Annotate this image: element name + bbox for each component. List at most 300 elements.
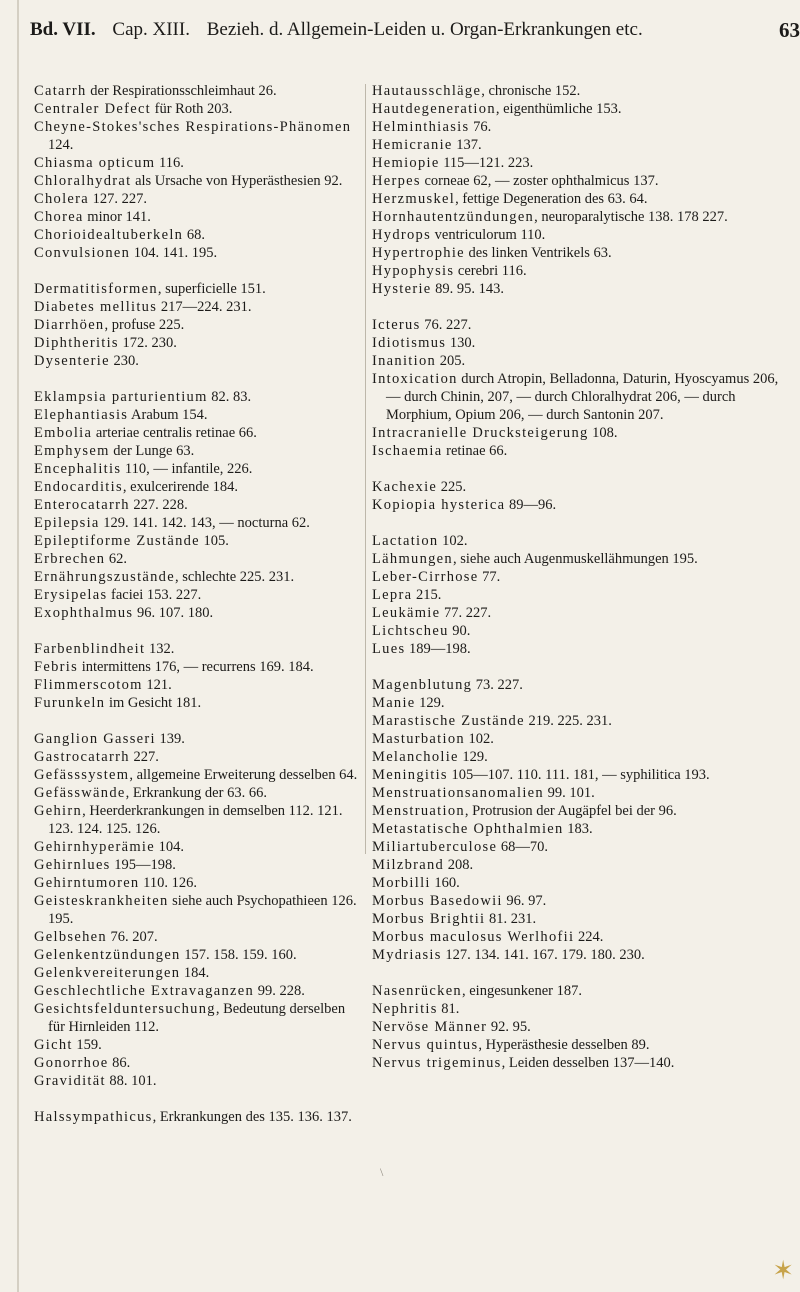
index-keyword: Hysterie [372, 281, 432, 297]
index-references: 137. [452, 137, 482, 153]
index-keyword: Kopiopia hysterica [372, 497, 506, 513]
index-keyword: Flimmerscotom [34, 677, 143, 693]
index-references: 129. 141. 142. 143, — nocturna 62. [99, 515, 310, 531]
index-entry [372, 478, 790, 496]
index-references: 183. [563, 821, 593, 837]
index-references: retinae 66. [442, 443, 508, 459]
index-references: 76. 227. [420, 317, 472, 333]
index-keyword: Gesichtsfelduntersuchung [34, 1001, 216, 1017]
index-keyword: Farbenblindheit [34, 641, 146, 657]
letter-group-gap [34, 262, 364, 280]
index-entry [372, 118, 790, 136]
index-entry [372, 190, 790, 208]
index-entry [34, 784, 364, 802]
index-references: 88. 101. [105, 1073, 157, 1089]
letter-group-gap [34, 370, 364, 388]
index-references: 104. 141. 195. [130, 245, 218, 261]
index-references: minor 141. [83, 209, 151, 225]
index-entry [372, 784, 790, 802]
index-references: , Erkrankungen des 135. 136. 137. [152, 1109, 352, 1125]
index-references: 81. [437, 1001, 460, 1017]
index-entry [372, 622, 790, 640]
index-keyword: Gelbsehen [34, 929, 107, 945]
index-entry [34, 640, 364, 658]
index-entry [34, 550, 364, 568]
index-keyword: Gehirnlues [34, 857, 111, 873]
index-references: 124. [48, 137, 74, 153]
index-keyword: Gravidität [34, 1073, 106, 1089]
index-references: , Leiden desselben 137—140. [501, 1055, 675, 1071]
index-entry [372, 550, 790, 568]
index-keyword: Gehirn [34, 803, 83, 819]
index-keyword: Hypophysis [372, 263, 455, 279]
index-entry [34, 208, 364, 226]
index-keyword: Hypertrophie [372, 245, 465, 261]
index-entry [372, 532, 790, 550]
index-entry [34, 928, 364, 946]
index-entry [372, 1018, 790, 1036]
index-references: für Roth 203. [151, 101, 233, 117]
index-keyword: Chorea [34, 209, 84, 225]
index-references: 157. 158. 159. 160. [180, 947, 297, 963]
index-references: 121. [142, 677, 172, 693]
index-keyword: Lepra [372, 587, 413, 603]
index-references: 224. [574, 929, 604, 945]
column-divider [365, 84, 366, 854]
index-keyword: Nervus quintus [372, 1037, 479, 1053]
index-keyword: Herpes [372, 173, 421, 189]
index-keyword: Intracranielle Drucksteigerung [372, 425, 589, 441]
index-keyword: Lactation [372, 533, 439, 549]
index-entry [372, 946, 790, 964]
index-entry [372, 226, 790, 244]
index-entry [372, 1054, 790, 1072]
index-entry [372, 154, 790, 172]
index-references: siehe auch Psychopathieen 126. 195. [48, 893, 357, 927]
index-references: ventriculorum 110. [431, 227, 546, 243]
index-references: 160. [430, 875, 460, 891]
index-entry [34, 802, 364, 838]
index-references: 104. [154, 839, 184, 855]
index-entry [34, 514, 364, 532]
index-keyword: Cheyne-Stokes'sches Respirations-Phänomen [34, 119, 352, 135]
index-entry [34, 424, 364, 442]
index-entry [34, 334, 364, 352]
index-entry [34, 874, 364, 892]
index-references: 102. [438, 533, 468, 549]
index-references: 82. 83. [207, 389, 252, 405]
index-entry [372, 370, 790, 424]
index-keyword: Diphtheritis [34, 335, 119, 351]
index-entry [34, 964, 364, 982]
index-entry [372, 910, 790, 928]
index-entry [34, 352, 364, 370]
index-entry [34, 190, 364, 208]
index-entry [372, 208, 790, 226]
index-references: 129. [415, 695, 445, 711]
index-references: 96. 97. [502, 893, 547, 909]
index-references: , Protrusion der Augäpfel bei der 96. [464, 803, 677, 819]
index-entry [34, 568, 364, 586]
index-references: der Lunge 63. [109, 443, 195, 459]
index-keyword: Dysenterie [34, 353, 110, 369]
index-keyword: Febris [34, 659, 79, 675]
index-entry [372, 424, 790, 442]
index-references: 81. 231. [485, 911, 537, 927]
index-keyword: Ischaemia [372, 443, 443, 459]
index-keyword: Emphysem [34, 443, 110, 459]
index-references: 115—121. 223. [439, 155, 534, 171]
index-keyword: Metastatische Ophthalmien [372, 821, 564, 837]
index-entry [372, 1000, 790, 1018]
index-references: 127. 227. [89, 191, 148, 207]
index-entry [372, 334, 790, 352]
index-entry [34, 100, 364, 118]
index-keyword: Mydriasis [372, 947, 442, 963]
letter-group-gap [372, 460, 790, 478]
index-keyword: Morbus Brightii [372, 911, 486, 927]
index-references: 116. [155, 155, 184, 171]
index-keyword: Melancholie [372, 749, 459, 765]
index-entry [34, 946, 364, 964]
running-header [30, 12, 800, 48]
index-column-right [372, 82, 790, 1072]
index-entry [34, 604, 364, 622]
index-references: , schlechte 225. 231. [174, 569, 295, 585]
page-number: 63 [779, 18, 800, 42]
index-keyword: Morbus Basedowii [372, 893, 503, 909]
index-references: , eigenthümliche 153. [495, 101, 622, 117]
index-keyword: Eklampsia parturientium [34, 389, 208, 405]
index-references: 110, — infantile, 226. [121, 461, 253, 477]
index-references: 77. 227. [440, 605, 492, 621]
index-keyword: Kachexie [372, 479, 438, 495]
index-entry [34, 856, 364, 874]
index-entry [372, 856, 790, 874]
index-keyword: Exophthalmus [34, 605, 134, 621]
index-keyword: Milzbrand [372, 857, 445, 873]
index-entry [34, 766, 364, 784]
index-references: 127. 134. 141. 167. 179. 180. 230. [441, 947, 645, 963]
index-entry [372, 316, 790, 334]
index-references: , Hyperästhesie desselben 89. [478, 1037, 650, 1053]
index-entry [372, 982, 790, 1000]
letter-group-gap [372, 658, 790, 676]
index-references: 92. 95. [487, 1019, 531, 1035]
index-keyword: Nephritis [372, 1001, 438, 1017]
index-references: 73. 227. [472, 677, 523, 693]
index-references: , exulcerirende 184. [122, 479, 239, 495]
index-references: 172. 230. [118, 335, 177, 351]
index-entry [34, 532, 364, 550]
index-entry [34, 586, 364, 604]
index-keyword: Hemiopie [372, 155, 440, 171]
index-references: 225. [437, 479, 467, 495]
index-entry [372, 694, 790, 712]
index-entry [372, 568, 790, 586]
index-keyword: Inanition [372, 353, 437, 369]
index-keyword: Morbilli [372, 875, 431, 891]
index-entry [34, 1072, 364, 1090]
index-column-left [34, 82, 364, 1126]
index-keyword: Embolia [34, 425, 93, 441]
index-entry [372, 100, 790, 118]
index-entry [34, 838, 364, 856]
index-entry [34, 892, 364, 928]
index-entry [372, 262, 790, 280]
page-binding-edge [17, 0, 19, 1292]
index-keyword: Gefässwände [34, 785, 126, 801]
index-references: durch Atropin, Belladonna, Daturin, Hyoscyamus 206, — durch Chinin, 207, — durch Chloralhydrat 206, — durch Morphium, Opium 206, — durch Santonin 207. [386, 371, 779, 423]
index-keyword: Elephantiasis [34, 407, 129, 423]
index-entry [372, 604, 790, 622]
index-entry [34, 1108, 364, 1126]
volume-label: Bd. VII. [30, 19, 96, 40]
index-entry [34, 496, 364, 514]
index-keyword: Gastrocatarrh [34, 749, 130, 765]
index-entry [34, 442, 364, 460]
index-references: , chronische 152. [481, 83, 581, 99]
index-references: 139. [155, 731, 185, 747]
index-references: im Gesicht 181. [105, 695, 202, 711]
index-entry [34, 658, 364, 676]
chapter-label: Cap. XIII. [112, 19, 190, 40]
index-references: , allgemeine Erweiterung desselben 64. [129, 767, 358, 783]
index-entry [372, 496, 790, 514]
index-entry [34, 1054, 364, 1072]
index-references: , superficielle 151. [157, 281, 266, 297]
index-keyword: Nervöse Männer [372, 1019, 488, 1035]
index-references: 184. [180, 965, 210, 981]
index-references: 89. 95. 143. [431, 281, 505, 297]
index-references: der Respirationsschleimhaut 26. [86, 83, 277, 99]
index-keyword: Convulsionen [34, 245, 131, 261]
index-references: 108. [588, 425, 618, 441]
index-entry [34, 730, 364, 748]
index-keyword: Lues [372, 641, 406, 657]
index-entry [372, 352, 790, 370]
index-references: , neuroparalytische 138. 178 227. [534, 209, 728, 225]
index-entry [372, 766, 790, 784]
index-references: 86. [108, 1055, 131, 1071]
index-entry [34, 1036, 364, 1054]
index-references: 68—70. [497, 839, 548, 855]
index-entry [34, 1000, 364, 1036]
index-references: 102. [464, 731, 494, 747]
index-keyword: Hornhautentzündungen [372, 209, 535, 225]
index-references: 62. [105, 551, 128, 567]
index-entry [34, 118, 364, 154]
index-keyword: Ganglion Gasseri [34, 731, 156, 747]
header-title: Bezieh. d. Allgemein-Leiden u. Organ-Erkrankungen etc. [206, 19, 643, 40]
index-references: 105—107. 110. 111. 181, — syphilitica 193. [447, 767, 710, 783]
letter-group-gap [34, 1090, 364, 1108]
index-entry [34, 676, 364, 694]
index-keyword: Hydrops [372, 227, 432, 243]
index-keyword: Erbrechen [34, 551, 106, 567]
index-entry [34, 226, 364, 244]
index-keyword: Gefässsystem [34, 767, 130, 783]
index-entry [34, 298, 364, 316]
index-keyword: Morbus maculosus Werlhofii [372, 929, 575, 945]
index-keyword: Gelenkentzündungen [34, 947, 181, 963]
index-keyword: Manie [372, 695, 416, 711]
index-keyword: Lähmungen [372, 551, 453, 567]
index-keyword: Centraler Defect [34, 101, 152, 117]
index-keyword: Leber-Cirrhose [372, 569, 479, 585]
index-references: 227. [129, 749, 159, 765]
index-keyword: Hautdegeneration [372, 101, 496, 117]
index-entry [372, 442, 790, 460]
letter-group-gap [372, 514, 790, 532]
index-references: intermittens 176, — recurrens 169. 184. [78, 659, 314, 675]
index-keyword: Dermatitisformen [34, 281, 158, 297]
index-keyword: Masturbation [372, 731, 465, 747]
index-entry [34, 172, 364, 190]
index-references: 90. [448, 623, 471, 639]
index-entry [372, 136, 790, 154]
index-entry [372, 748, 790, 766]
index-entry [34, 244, 364, 262]
index-keyword: Ernährungszustände [34, 569, 175, 585]
index-references: , profuse 225. [104, 317, 185, 333]
index-references: 77. [478, 569, 501, 585]
index-entry [34, 280, 364, 298]
index-keyword: Nasenrücken [372, 983, 462, 999]
index-entry [372, 280, 790, 298]
index-keyword: Enterocatarrh [34, 497, 130, 513]
index-entry [372, 838, 790, 856]
index-references: faciei 153. 227. [107, 587, 202, 603]
index-entry [372, 802, 790, 820]
index-references: 68. [183, 227, 205, 243]
index-keyword: Meningitis [372, 767, 448, 783]
index-keyword: Menstruationsanomalien [372, 785, 544, 801]
index-keyword: Gicht [34, 1037, 73, 1053]
page-mark: \ [380, 1165, 384, 1179]
index-references: 96. 107. 180. [133, 605, 214, 621]
letter-group-gap [372, 298, 790, 316]
index-keyword: Herzmuskel [372, 191, 456, 207]
index-keyword: Geisteskrankheiten [34, 893, 169, 909]
index-keyword: Halssympathicus [34, 1109, 153, 1125]
letter-group-gap [34, 622, 364, 640]
index-entry [34, 478, 364, 496]
index-references: 99. 228. [254, 983, 305, 999]
index-references: 132. [145, 641, 175, 657]
index-entry [372, 892, 790, 910]
index-keyword: Hemicranie [372, 137, 453, 153]
index-keyword: Helminthiasis [372, 119, 470, 135]
index-entry [372, 172, 790, 190]
index-references: arteriae centralis retinae 66. [92, 425, 257, 441]
index-keyword: Idiotismus [372, 335, 447, 351]
index-references: 105. [199, 533, 229, 549]
index-references: , Erkrankung der 63. 66. [125, 785, 267, 801]
index-entry [34, 154, 364, 172]
letter-group-gap [372, 964, 790, 982]
index-references: 76. [469, 119, 492, 135]
index-keyword: Marastische Zustände [372, 713, 525, 729]
index-keyword: Erysipelas [34, 587, 108, 603]
index-entry [372, 586, 790, 604]
corner-stain-icon: ✶ [772, 1256, 794, 1285]
index-references: 215. [412, 587, 442, 603]
index-references: 130. [446, 335, 476, 351]
index-keyword: Gelenkvereiterungen [34, 965, 181, 981]
index-references: 230. [109, 353, 139, 369]
index-entry [372, 244, 790, 262]
index-keyword: Chloralhydrat [34, 173, 132, 189]
index-entry [372, 874, 790, 892]
index-entry [34, 406, 364, 424]
index-references: , Bedeutung derselben für Hirnleiden 112. [48, 1001, 346, 1035]
index-entry [34, 748, 364, 766]
index-keyword: Nervus trigeminus [372, 1055, 502, 1071]
index-keyword: Gonorrhoe [34, 1055, 109, 1071]
index-keyword: Cholera [34, 191, 90, 207]
index-entry [372, 712, 790, 730]
index-entry [372, 676, 790, 694]
index-references: , eingesunkener 187. [462, 983, 582, 999]
index-keyword: Lichtscheu [372, 623, 449, 639]
index-entry [372, 1036, 790, 1054]
index-entry [34, 460, 364, 478]
index-keyword: Chiasma opticum [34, 155, 156, 171]
index-references: 99. 101. [543, 785, 595, 801]
index-keyword: Diarrhöen [34, 317, 105, 333]
index-references: cerebri 116. [454, 263, 527, 279]
index-entry [372, 82, 790, 100]
letter-group-gap [34, 712, 364, 730]
index-entry [372, 820, 790, 838]
index-keyword: Gehirntumoren [34, 875, 140, 891]
index-keyword: Geschlechtliche Extravaganzen [34, 983, 255, 999]
index-references: Arabum 154. [128, 407, 208, 423]
index-references: , siehe auch Augenmuskellähmungen 195. [452, 551, 698, 567]
index-keyword: Menstruation [372, 803, 465, 819]
index-keyword: Encephalitis [34, 461, 122, 477]
index-references: 205. [436, 353, 466, 369]
index-keyword: Catarrh [34, 83, 87, 99]
index-keyword: Epilepsia [34, 515, 100, 531]
index-references: corneae 62, — zoster ophthalmicus 137. [420, 173, 659, 189]
index-entry [34, 82, 364, 100]
index-keyword: Diabetes mellitus [34, 299, 158, 315]
index-keyword: Epileptiforme Zustände [34, 533, 200, 549]
index-keyword: Magenblutung [372, 677, 473, 693]
index-references: 189—198. [405, 641, 471, 657]
index-references: 129. [458, 749, 488, 765]
index-references: , fettige Degeneration des 63. 64. [455, 191, 648, 207]
index-entry [372, 928, 790, 946]
index-keyword: Chorioidealtuberkeln [34, 227, 184, 243]
index-entry [34, 316, 364, 334]
index-entry [372, 640, 790, 658]
index-references: 227. 228. [129, 497, 188, 513]
index-references: , Heerderkrankungen in demselben 112. 121. 123. 124. 125. 126. [48, 803, 343, 837]
index-keyword: Furunkeln [34, 695, 106, 711]
index-keyword: Miliartuberculose [372, 839, 498, 855]
index-references: 219. 225. 231. [524, 713, 612, 729]
index-references: 217—224. 231. [157, 299, 252, 315]
index-references: als Ursache von Hyperästhesien 92. [131, 173, 343, 189]
index-entry [34, 388, 364, 406]
index-references: 76. 207. [106, 929, 158, 945]
index-references: 195—198. [110, 857, 176, 873]
index-entry [34, 694, 364, 712]
index-keyword: Hautausschläge [372, 83, 482, 99]
